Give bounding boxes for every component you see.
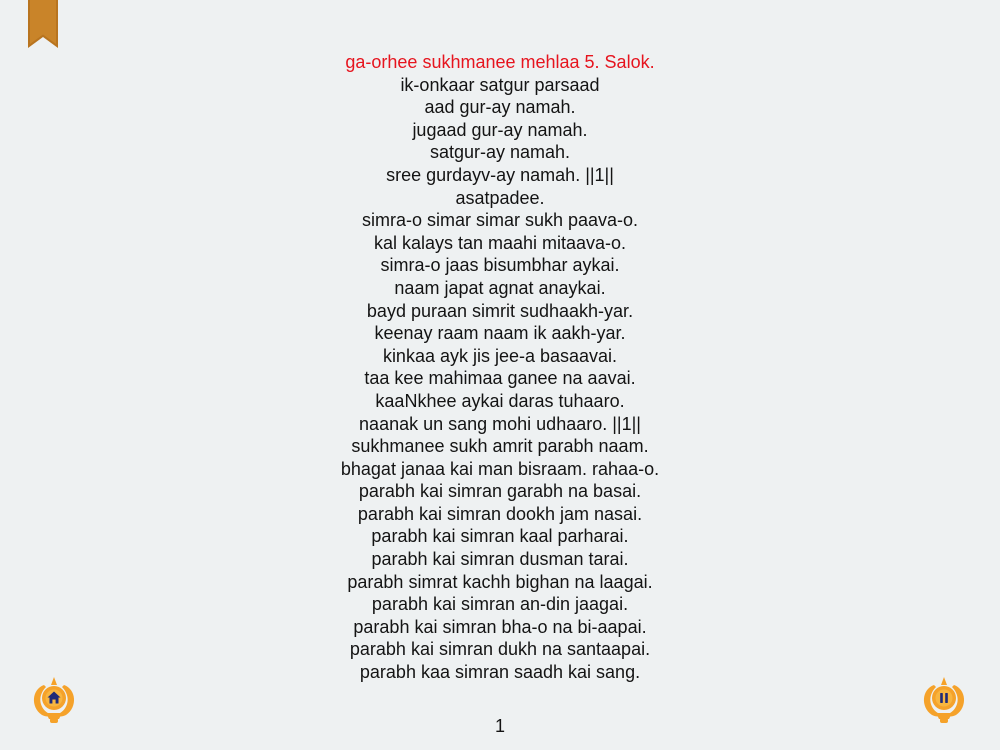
gurbani-line: aad gur-ay namah. (424, 97, 576, 118)
gurbani-reader (150, 51, 850, 684)
gurbani-line: sree gurdayv-ay namah. ||1|| (386, 164, 614, 185)
home-button[interactable] (28, 677, 80, 723)
bookmark-button[interactable] (28, 0, 58, 48)
gurbani-line: kinkaa ayk jis jee-a basaavai. (382, 345, 618, 366)
gurbani-line: parabh kai simran dookh jam nasai. (357, 503, 643, 524)
gurbani-line: asatpadee. (455, 187, 545, 208)
gurbani-line: parabh kai simran dusman tarai. (371, 549, 629, 570)
bani-heading: ga-orhee sukhmanee mehlaa 5. Salok. (345, 52, 655, 72)
khanda-home-icon (28, 677, 80, 723)
gurbani-line: parabh kai simran an-din jaagai. (371, 594, 629, 615)
gurbani-line: satgur-ay namah. (429, 142, 571, 163)
gurbani-line: bhagat janaa kai man bisraam. rahaa-o. (340, 458, 660, 479)
gurbani-line: parabh simrat kachh bighan na laagai. (347, 571, 653, 592)
gurbani-line: keenay raam naam ik aakh-yar. (374, 323, 626, 344)
gurbani-line: sukhmanee sukh amrit parabh naam. (351, 436, 649, 457)
gurbani-line: parabh kaa simran saadh kai sang. (359, 662, 641, 683)
gurbani-line: bayd puraan simrit sudhaakh-yar. (366, 300, 634, 321)
gurbani-line: kaaNkhee aykai daras tuhaaro. (375, 390, 625, 411)
gurbani-line: parabh kai simran garabh na basai. (358, 481, 642, 502)
page-number: 1 (494, 716, 505, 736)
gurbani-line: naam japat agnat anaykai. (394, 277, 606, 298)
gurbani-line: naanak un sang mohi udhaaro. ||1|| (359, 413, 641, 434)
gurbani-line: taa kee mahimaa ganee na aavai. (364, 368, 636, 389)
gurbani-line: parabh kai simran dukh na santaapai. (349, 639, 651, 660)
gurbani-line: kal kalays tan maahi mitaava-o. (373, 232, 627, 253)
gurbani-line: ik-onkaar satgur parsaad (400, 74, 600, 95)
bookmark-icon (28, 0, 58, 48)
pause-button[interactable] (918, 677, 970, 723)
khanda-pause-icon (918, 677, 970, 723)
gurbani-line: simra-o jaas bisumbhar aykai. (380, 255, 620, 276)
gurbani-line: parabh kai simran kaal parharai. (371, 526, 629, 547)
gurbani-line: simra-o simar simar sukh paava-o. (361, 210, 639, 231)
gurbani-line: jugaad gur-ay namah. (412, 119, 588, 140)
gurbani-line: parabh kai simran bha-o na bi-aapai. (353, 616, 647, 637)
